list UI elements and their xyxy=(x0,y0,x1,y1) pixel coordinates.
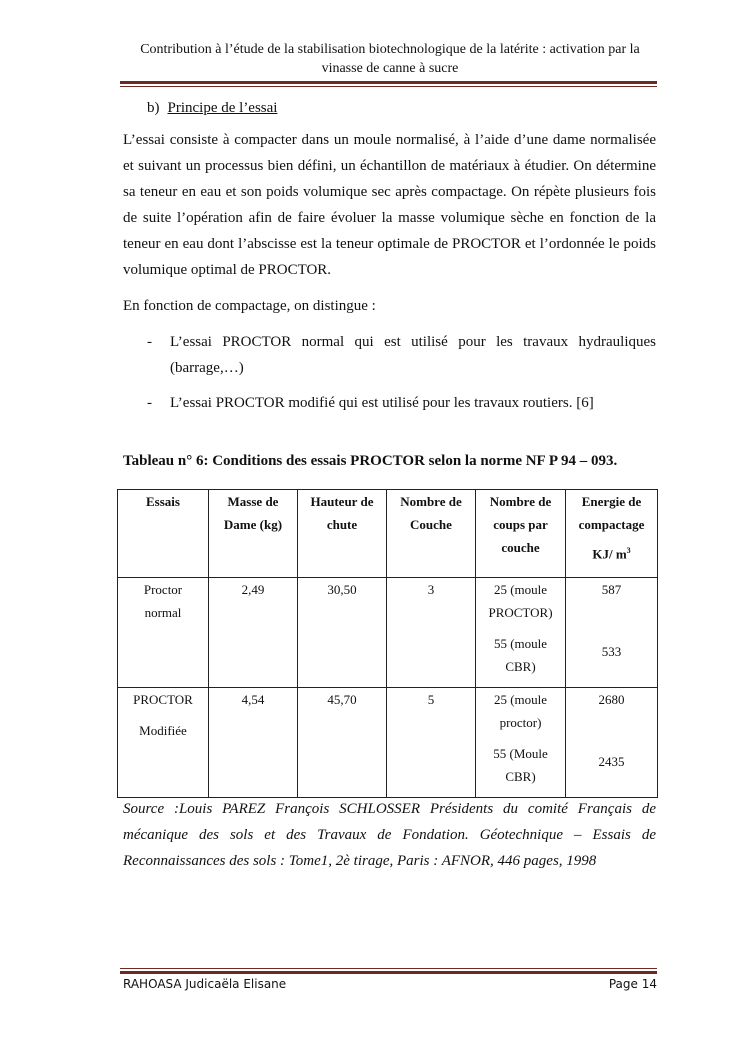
table-caption: Tableau n° 6: Conditions des essais PROCTOR selon la norme NF P 94 – 093. xyxy=(123,453,618,469)
table-header-row xyxy=(118,490,658,578)
header-nombre-coups: Nombre de coups par couche xyxy=(476,490,566,578)
header-rule-thin xyxy=(120,86,657,87)
cell-couche: 5 xyxy=(387,688,476,798)
cell-couche: 3 xyxy=(387,578,476,688)
footer-rule xyxy=(120,971,657,974)
section-heading xyxy=(147,100,277,117)
section-marker: b) xyxy=(147,100,160,116)
table-row xyxy=(118,578,658,688)
cell-energie: 587 533 xyxy=(566,578,658,688)
footer-author: RAHOASA Judicaëla Elisane xyxy=(123,977,287,991)
bullet-dash: - xyxy=(147,334,152,350)
header-energie: Energie de compactage KJ/ $m^3$ xyxy=(566,490,658,578)
header-masse: Masse de Dame (kg) xyxy=(209,490,298,578)
cell-hauteur: 30,50 xyxy=(298,578,387,688)
cell-essai: PROCTOR Modifiée xyxy=(118,688,209,798)
proctor-table xyxy=(117,489,658,798)
cell-energie: 2680 2435 xyxy=(566,688,658,798)
table-source: Source :Louis PAREZ François SCHLOSSER Présidents du comité Français de mécanique des sols et des Travaux de Fondation. Géotechnique – Essais de Reconnaissances des sols : Tome1, 2è tirage, Paris : AFNOR, 446 pages, 1998 xyxy=(123,801,656,869)
section-label: Principe de l’essai xyxy=(167,100,278,116)
header-nombre-couche: Nombre de Couche xyxy=(387,490,476,578)
cell-hauteur: 45,70 xyxy=(298,688,387,798)
paragraph-principle: L’essai consiste à compacter dans un moule normalisé, à l’aide d’une dame normalisée et suivant un processus bien défini, un échantillon de matériaux à étudier. On détermine sa teneur en eau et son poids volumique sec après compactage. On répète plusieurs fois de suite l’opération afin de faire évoluer la masse volumique sèche en fonction de la teneur en eau dont l’abscisse est la teneur optimale de PROCTOR et l’ordonnée le poids volumique optimal de PROCTOR. xyxy=(123,132,656,278)
table-row xyxy=(118,688,658,798)
paragraph-distinction: En fonction de compactage, on distingue : xyxy=(123,298,376,314)
list-item xyxy=(147,329,656,381)
page-number: Page 14 xyxy=(608,977,657,991)
page-header-title: Contribution à l’étude de la stabilisation biotechnologique de la latérite : activation par la vinasse de canne à sucre xyxy=(140,42,640,76)
bullet-text: L’essai PROCTOR modifié qui est utilisé pour les travaux routiers. [6] xyxy=(170,395,594,411)
list-item xyxy=(147,390,656,416)
cell-coups: 25 (moule proctor) 55 (Moule CBR) xyxy=(476,688,566,798)
bullet-dash: - xyxy=(147,395,152,411)
cell-coups: 25 (moule PROCTOR) 55 (moule CBR) xyxy=(476,578,566,688)
footer-rule-thin xyxy=(120,968,657,969)
cell-masse: 2,49 xyxy=(209,578,298,688)
header-essais: Essais xyxy=(118,490,209,578)
header-rule xyxy=(120,81,657,84)
bullet-text: L’essai PROCTOR normal qui est utilisé pour les travaux hydrauliques (barrage,…) xyxy=(170,334,656,376)
cell-masse: 4,54 xyxy=(209,688,298,798)
header-hauteur: Hauteur de chute xyxy=(298,490,387,578)
cell-essai: Proctor normal xyxy=(118,578,209,688)
